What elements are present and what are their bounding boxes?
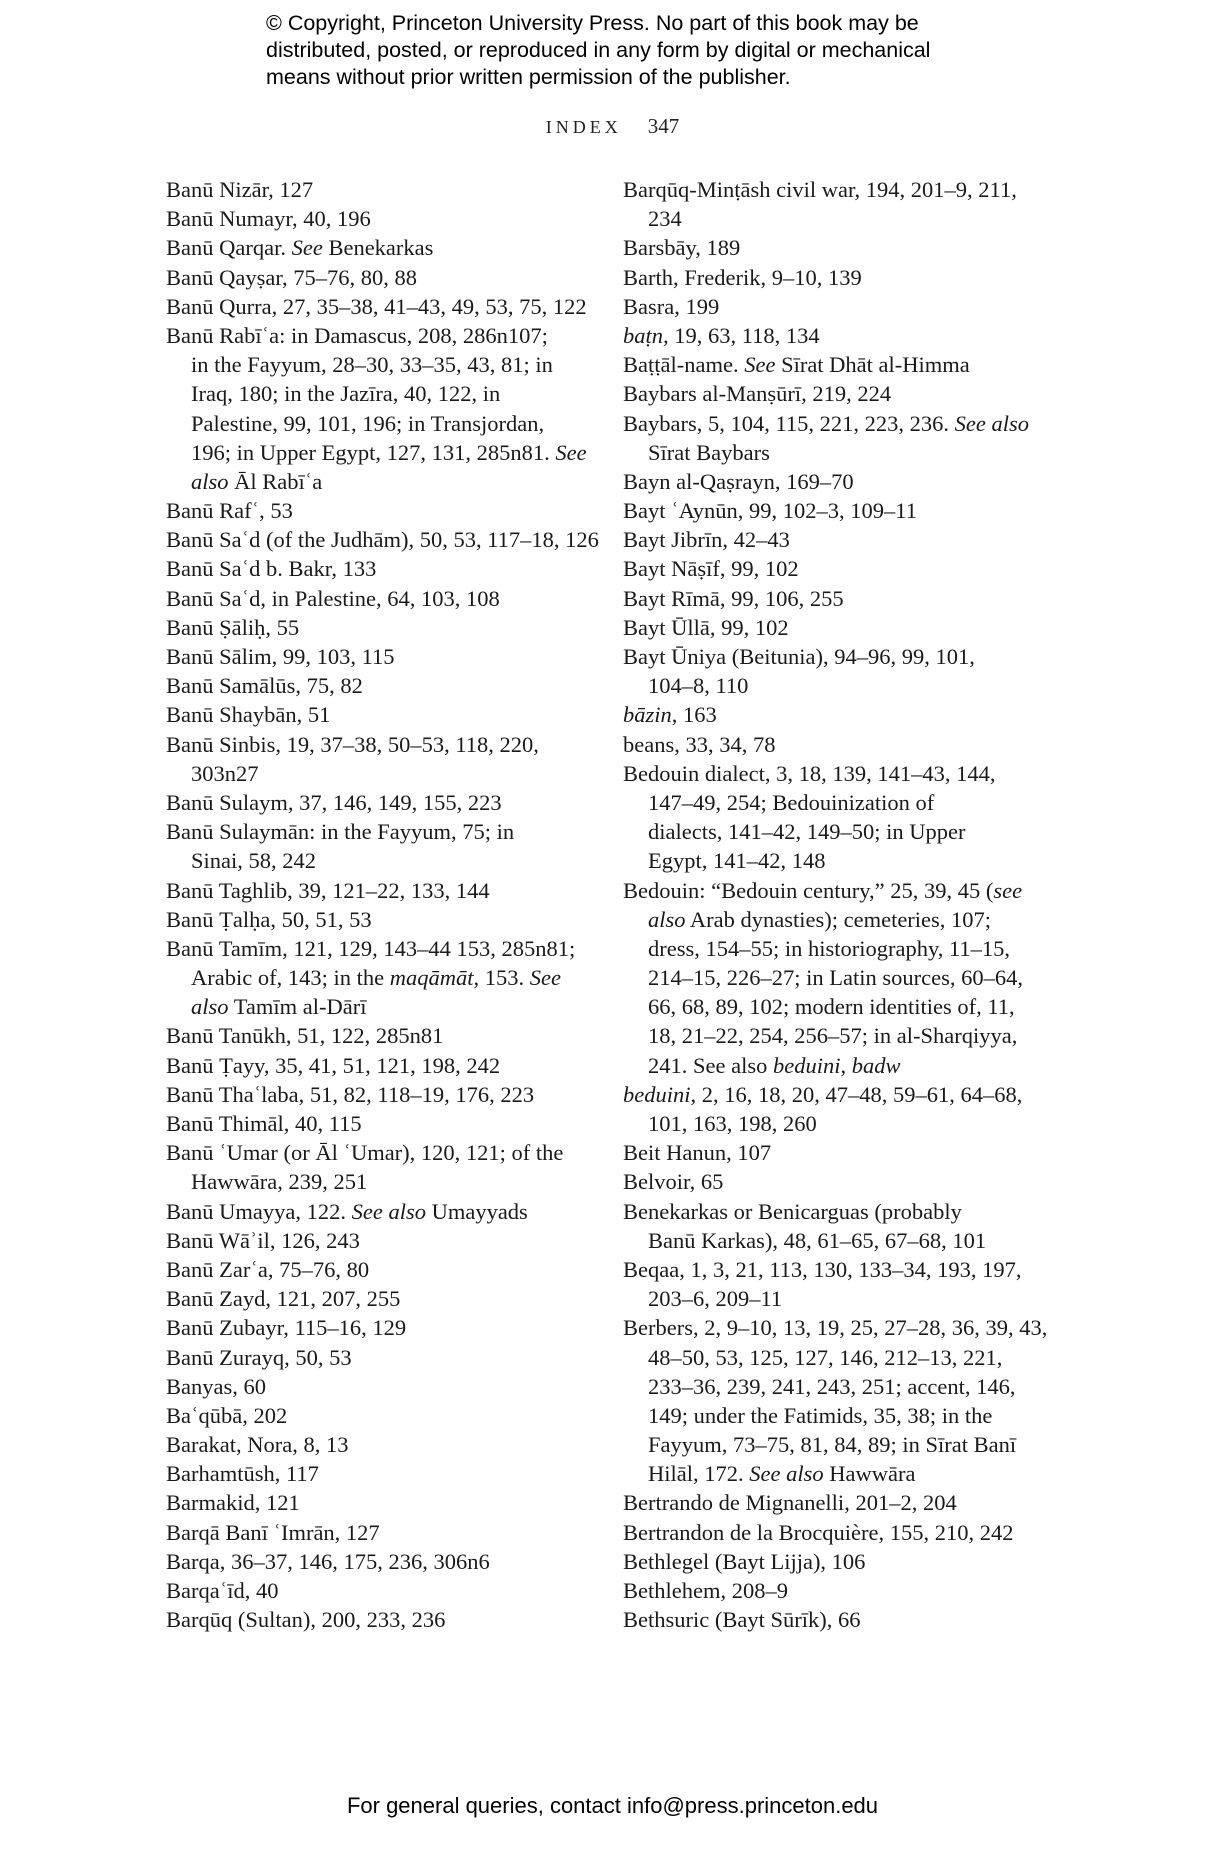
copyright-line: distributed, posted, or reproduced in any form by digital or mechanical xyxy=(266,38,931,62)
index-entry: Bayn al-Qaṣrayn, 169–70 xyxy=(623,468,854,494)
index-entry: Banū Rafʿ, 53 xyxy=(166,498,293,524)
page-number: 347 xyxy=(647,114,680,138)
index-entry: Banū Sālim, 99, 103, 115 xyxy=(166,644,395,669)
index-entry: Bedouin: “Bedouin century,” 25, 39, 45 (see xyxy=(623,877,1023,903)
index-entry: Banū Qarqar. See Benekarkas xyxy=(166,235,434,261)
index-entry: Bethsuric (Bayt Sūrīk), 66 xyxy=(623,1607,861,1633)
index-entry-continuation: 104–8, 110 xyxy=(648,673,749,699)
index-entry: Bayt Nāṣīf, 99, 102 xyxy=(623,556,799,582)
index-entry: Banū Taghlib, 39, 121–22, 133, 144 xyxy=(166,877,490,903)
index-entry: Banū Samālūs, 75, 82 xyxy=(166,673,363,699)
index-entry: Barqaʿīd, 40 xyxy=(166,1578,279,1603)
index-entry-continuation: also Arab dynasties); cemeteries, 107; xyxy=(648,906,992,932)
index-entry: Banū Sulaymān: in the Fayyum, 75; in xyxy=(166,819,515,845)
index-entry: Banū Qurra, 27, 35–38, 41–43, 49, 53, 75, 122 xyxy=(166,293,587,319)
index-entry: beduini, 2, 16, 18, 20, 47–48, 59–61, 64–68, xyxy=(623,1081,1023,1107)
index-entry: Bertrandon de la Brocquière, 155, 210, 242 xyxy=(623,1519,1014,1545)
index-entry-continuation: 101, 163, 198, 260 xyxy=(648,1111,817,1136)
index-entry: Beqaa, 1, 3, 21, 113, 130, 133–34, 193, 197, xyxy=(623,1256,1022,1282)
index-entry: Banū Thimāl, 40, 115 xyxy=(166,1111,362,1136)
index-entry-continuation: Egypt, 141–42, 148 xyxy=(648,848,826,874)
index-entry-continuation: dialects, 141–42, 149–50; in Upper xyxy=(648,819,966,845)
index-entry-continuation: 66, 68, 89, 102; modern identities of, 11, xyxy=(648,994,1015,1020)
index-entry: Bayt Jibrīn, 42–43 xyxy=(623,527,790,553)
index-entry-continuation: Hilāl, 172. See also Hawwāra xyxy=(648,1461,916,1487)
index-entry: Banū Thaʿlaba, 51, 82, 118–19, 176, 223 xyxy=(166,1081,535,1107)
index-entry-continuation: also Tamīm al-Dārī xyxy=(191,994,367,1020)
index-entry-continuation: 234 xyxy=(648,206,682,232)
index-entry: Barqūq (Sultan), 200, 233, 236 xyxy=(166,1607,446,1633)
index-entry-continuation: 203–6, 209–11 xyxy=(648,1286,783,1312)
index-entry: Bayt Ūniya (Beitunia), 94–96, 99, 101, xyxy=(623,644,975,669)
index-entry: Bedouin dialect, 3, 18, 139, 141–43, 144, xyxy=(623,760,996,786)
index-entry: Banū Ṭayy, 35, 41, 51, 121, 198, 242 xyxy=(166,1052,501,1078)
index-entry: Banū Wāʾil, 126, 243 xyxy=(166,1227,360,1253)
index-entry-continuation: Sinai, 58, 242 xyxy=(191,848,317,874)
index-entry-continuation: 241. See also beduini, badw xyxy=(648,1052,901,1078)
index-entry-continuation: Banū Karkas), 48, 61–65, 67–68, 101 xyxy=(648,1227,987,1253)
index-entry: Banū Zarʿa, 75–76, 80 xyxy=(166,1256,370,1282)
index-entry: Banū Saʿd, in Palestine, 64, 103, 108 xyxy=(166,585,500,611)
index-entry: Baybars, 5, 104, 115, 221, 223, 236. See also xyxy=(623,410,1030,436)
index-entry-continuation: Fayyum, 73–75, 81, 84, 89; in Sīrat Banī xyxy=(648,1432,1017,1458)
index-entry-continuation: Iraq, 180; in the Jazīra, 40, 122, in xyxy=(191,381,501,407)
copyright-notice xyxy=(266,10,1026,91)
index-entry-continuation: in the Fayyum, 28–30, 33–35, 43, 81; in xyxy=(191,352,553,378)
index-column-right xyxy=(623,175,1068,1634)
index-entry: Baʿqūbā, 202 xyxy=(166,1402,288,1428)
running-head xyxy=(0,114,1225,139)
index-entry: Banū Qayṣar, 75–76, 80, 88 xyxy=(166,264,417,290)
index-entry: Barth, Frederik, 9–10, 139 xyxy=(623,264,862,290)
index-entry: Bethlehem, 208–9 xyxy=(623,1578,788,1603)
footer-contact: For general queries, contact info@press.princeton.edu xyxy=(346,1793,879,1818)
index-entry: Banū Saʿd b. Bakr, 133 xyxy=(166,556,377,582)
index-entry: Banyas, 60 xyxy=(166,1373,266,1399)
index-entry: Belvoir, 65 xyxy=(623,1169,724,1195)
index-entry-continuation: 196; in Upper Egypt, 127, 131, 285n81. See xyxy=(191,439,587,465)
index-entry: Baybars al-Manṣūrī, 219, 224 xyxy=(623,381,892,407)
index-entry: beans, 33, 34, 78 xyxy=(623,731,776,757)
index-entry: Bertrando de Mignanelli, 201–2, 204 xyxy=(623,1490,957,1516)
index-entry: Banū Rabīʿa: in Damascus, 208, 286n107; xyxy=(166,322,548,348)
index-entry-continuation: also Āl Rabīʿa xyxy=(191,468,323,494)
index-entry-continuation: Sīrat Baybars xyxy=(648,439,770,465)
copyright-line: means without prior written permission of the publisher. xyxy=(266,65,791,89)
index-entry: Banū Tanūkh, 51, 122, 285n81 xyxy=(166,1023,444,1049)
index-entry-continuation: 149; under the Fatimids, 35, 38; in the xyxy=(648,1402,993,1428)
index-entry-continuation: Palestine, 99, 101, 196; in Transjordan, xyxy=(191,410,545,436)
index-entry: Berbers, 2, 9–10, 13, 19, 25, 27–28, 36, 39, 43, xyxy=(623,1315,1048,1341)
index-entry: Barsbāy, 189 xyxy=(623,235,741,261)
index-entry-continuation: dress, 154–55; in historiography, 11–15, xyxy=(648,935,1011,961)
index-entry-continuation: 18, 21–22, 254, 256–57; in al-Sharqiyya, xyxy=(648,1023,1018,1049)
index-entry: Bayt ʿAynūn, 99, 102–3, 109–11 xyxy=(623,498,917,524)
index-entry-continuation: Arabic of, 143; in the maqāmāt, 153. See xyxy=(191,965,561,991)
index-entry: Banū Saʿd (of the Judhām), 50, 53, 117–18, 126 xyxy=(166,527,599,553)
index-entry: Banū Sinbis, 19, 37–38, 50–53, 118, 220, xyxy=(166,731,539,757)
index-entry-continuation: 48–50, 53, 125, 127, 146, 212–13, 221, xyxy=(648,1344,1003,1370)
copyright-line: © Copyright, Princeton University Press. No part of this book may be xyxy=(266,11,919,35)
index-entry: Banū Numayr, 40, 196 xyxy=(166,206,371,232)
index-entry: Barmakid, 121 xyxy=(166,1490,300,1516)
index-entry-continuation: 233–36, 239, 241, 243, 251; accent, 146, xyxy=(648,1373,1016,1399)
index-entry: Banū Zurayq, 50, 53 xyxy=(166,1344,352,1370)
index-entry: Beit Hanun, 107 xyxy=(623,1140,772,1166)
index-entry: Benekarkas or Benicarguas (probably xyxy=(623,1198,962,1224)
index-entry: Basra, 199 xyxy=(623,293,720,319)
index-entry: Bayt Rīmā, 99, 106, 255 xyxy=(623,585,844,611)
index-entry: Barqa, 36–37, 146, 175, 236, 306n6 xyxy=(166,1548,490,1574)
index-entry: Banū Zayd, 121, 207, 255 xyxy=(166,1286,401,1312)
index-entry: Baṭṭāl-name. See Sīrat Dhāt al-Himma xyxy=(623,352,970,378)
index-entry: Banū Ṭalḥa, 50, 51, 53 xyxy=(166,906,372,932)
index-entry: Banū Shaybān, 51 xyxy=(166,702,331,728)
index-entry: Banū Umayya, 122. See also Umayyads xyxy=(166,1198,528,1224)
index-entry: Bethlegel (Bayt Lijja), 106 xyxy=(623,1548,866,1574)
index-entry: baṭn, 19, 63, 118, 134 xyxy=(623,322,820,348)
index-entry: Banū Tamīm, 121, 129, 143–44 153, 285n81; xyxy=(166,935,576,961)
index-entry: Banū Sulaym, 37, 146, 149, 155, 223 xyxy=(166,789,502,815)
index-entry: Banū ʿUmar (or Āl ʿUmar), 120, 121; of the xyxy=(166,1140,564,1166)
index-entry: bāzin, 163 xyxy=(623,702,717,728)
running-head-label: INDEX xyxy=(545,117,622,137)
index-entry: Barqā Banī ʿImrān, 127 xyxy=(166,1519,380,1545)
index-entry-continuation: Hawwāra, 239, 251 xyxy=(191,1169,368,1195)
index-entry-continuation: 214–15, 226–27; in Latin sources, 60–64, xyxy=(648,965,1023,991)
index-entry: Barqūq-Minṭāsh civil war, 194, 201–9, 211, xyxy=(623,177,1017,202)
index-entry: Banū Nizār, 127 xyxy=(166,177,314,202)
index-entry: Banū Zubayr, 115–16, 129 xyxy=(166,1315,407,1341)
index-entry: Bayt Ūllā, 99, 102 xyxy=(623,614,789,640)
index-column-left xyxy=(166,175,599,1634)
index-entry: Banū Ṣāliḥ, 55 xyxy=(166,614,300,640)
index-entry-continuation: 147–49, 254; Bedouinization of xyxy=(648,789,935,815)
index-entry: Barhamtūsh, 117 xyxy=(166,1461,319,1487)
index-entry-continuation: 303n27 xyxy=(191,760,259,786)
index-entry: Barakat, Nora, 8, 13 xyxy=(166,1432,349,1458)
